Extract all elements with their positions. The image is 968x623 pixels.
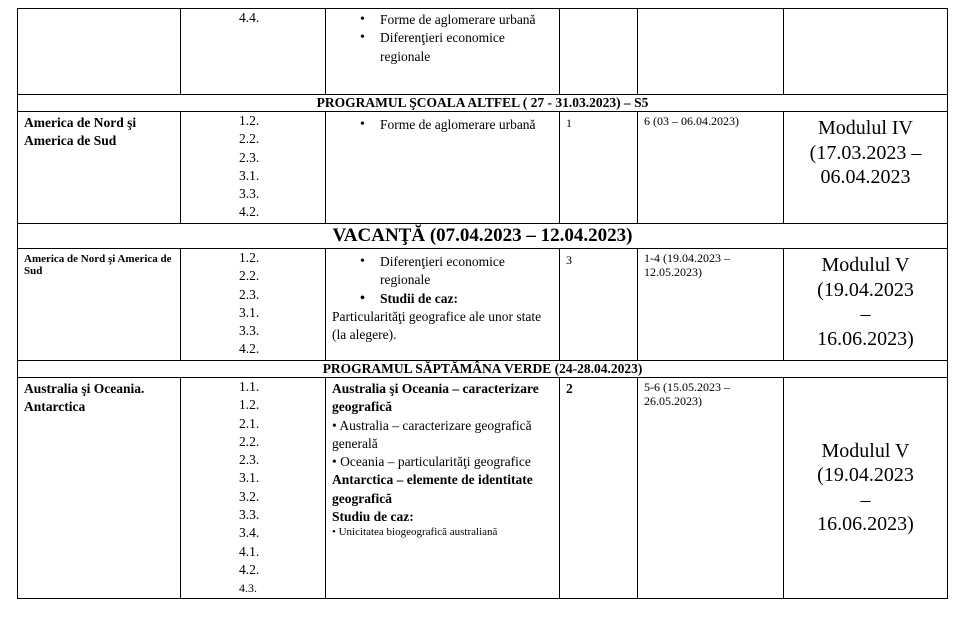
module-title: Modulul V xyxy=(821,439,910,462)
unit-cell xyxy=(18,9,181,95)
module-end: 16.06.2023) xyxy=(817,513,914,536)
competencies-cell xyxy=(181,112,326,224)
week-cell: 6 (03 – 06.04.2023) xyxy=(638,112,784,224)
module-dash: – xyxy=(860,303,871,325)
competency: 3.3. xyxy=(239,507,260,523)
banner-vacanta: VACANŢĂ (07.04.2023 – 12.04.2023) xyxy=(18,224,948,249)
competency: 4.4. xyxy=(239,10,260,25)
banner-row xyxy=(18,95,948,112)
competency: 3.2. xyxy=(239,488,260,504)
competency: 2.2. xyxy=(239,268,260,284)
competency: 2.3. xyxy=(239,452,260,468)
module-end: 06.04.2023 xyxy=(820,166,911,188)
banner-scoala-altfel: PROGRAMUL ŞCOALA ALTFEL ( 27 - 31.03.2023) – S5 xyxy=(18,95,948,112)
banner-saptamana-verde: PROGRAMUL SĂPTĂMÂNA VERDE (24-28.04.2023) xyxy=(18,361,948,378)
table-row xyxy=(18,378,948,599)
table-row xyxy=(18,249,948,361)
competency: 4.2. xyxy=(239,341,260,357)
unit-cell: America de Nord şi America de Sud xyxy=(18,112,181,224)
competency: 4.2. xyxy=(239,204,260,220)
week-cell: 1-4 (19.04.2023 – 12.05.2023) xyxy=(638,249,784,361)
content-cell xyxy=(326,112,560,224)
competencies-cell xyxy=(181,378,326,599)
content-heading: Studiu de caz: xyxy=(332,509,414,525)
banner-row xyxy=(18,361,948,378)
module-cell xyxy=(784,112,948,224)
module-title: Modulul IV xyxy=(818,117,913,139)
competency: 4.3. xyxy=(239,581,257,596)
module-start: (19.04.2023 xyxy=(817,464,914,487)
hours-cell: 2 xyxy=(560,378,638,599)
module-start: (19.04.2023 xyxy=(817,278,914,301)
competency: 3.4. xyxy=(239,525,260,541)
module-end: 16.06.2023) xyxy=(817,327,914,350)
competency: 2.2. xyxy=(239,433,260,449)
competency: 1.2. xyxy=(239,397,260,413)
content-cell xyxy=(326,378,560,599)
hours-cell xyxy=(560,9,638,95)
module-cell xyxy=(784,378,948,599)
competencies-cell xyxy=(181,249,326,361)
observations-cell xyxy=(784,9,948,95)
content-cell xyxy=(326,249,560,361)
list-item: • Forme de aglomerare urbană xyxy=(332,11,553,29)
competency: 1.2. xyxy=(239,113,260,128)
competency: 3.1. xyxy=(239,167,260,183)
week-cell xyxy=(638,9,784,95)
competency: 2.3. xyxy=(239,286,260,302)
planning-table xyxy=(17,8,948,599)
module-start: (17.03.2023 – xyxy=(809,141,922,164)
unit-cell: America de Nord şi America de Sud xyxy=(18,249,181,361)
competency: 1.2. xyxy=(239,250,260,265)
unit-cell: Australia şi Oceania. Antarctica xyxy=(18,378,181,599)
module-cell xyxy=(784,249,948,361)
competency: 2.2. xyxy=(239,131,260,147)
competency: 3.3. xyxy=(239,323,260,339)
week-cell: 5-6 (15.05.2023 – 26.05.2023) xyxy=(638,378,784,599)
list-item: • Studii de caz: xyxy=(332,290,553,308)
list-item: • Forme de aglomerare urbană xyxy=(332,116,553,134)
content-line: • Oceania – particularităţi geografice xyxy=(332,454,531,470)
content-line: • Australia – caracterizare geografică generală xyxy=(332,417,532,451)
content-heading: Antarctica – elemente de identitate geografică xyxy=(332,472,533,506)
list-item: • Diferenţieri economice regionale xyxy=(332,253,553,290)
competency: 4.1. xyxy=(239,543,260,559)
content-line: • Unicitatea biogeografică australiană xyxy=(332,526,498,539)
list-item: • Diferenţieri economice regionale xyxy=(332,29,553,66)
table-row xyxy=(18,9,948,95)
banner-row xyxy=(18,224,948,249)
competency: 2.1. xyxy=(239,415,260,431)
table-row xyxy=(18,112,948,224)
competency: 1.1. xyxy=(239,379,260,394)
competency: 4.2. xyxy=(239,561,260,577)
competencies-cell xyxy=(181,9,326,95)
module-dash: – xyxy=(860,488,871,511)
hours-cell: 1 xyxy=(560,112,638,224)
content-heading: Australia şi Oceania – caracterizare geografică xyxy=(332,381,539,415)
content-cell xyxy=(326,9,560,95)
competency: 2.3. xyxy=(239,149,260,165)
competency: 3.3. xyxy=(239,186,260,202)
competency: 3.1. xyxy=(239,470,260,486)
hours-cell: 3 xyxy=(560,249,638,361)
content-text: Particularităţi geografice ale unor state (la alegere). xyxy=(332,308,542,343)
module-title: Modulul V xyxy=(821,254,910,276)
competency: 3.1. xyxy=(239,304,260,320)
